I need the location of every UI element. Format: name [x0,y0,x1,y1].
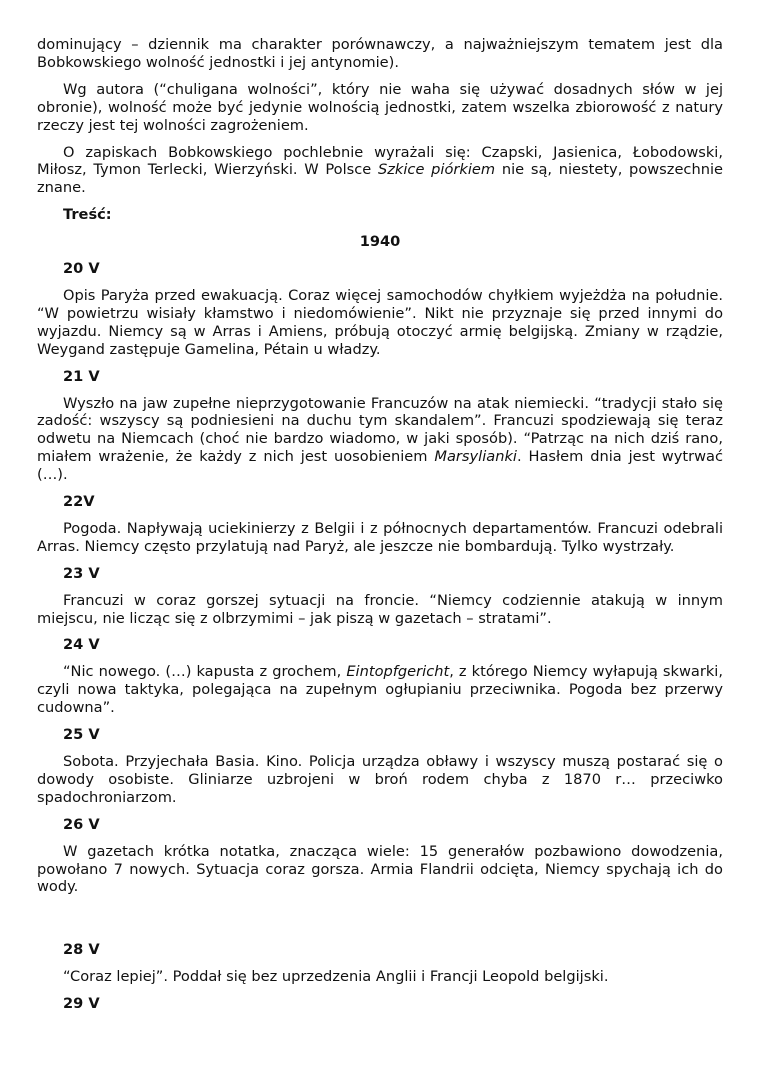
entry-text-20: Opis Paryża przed ewakuacją. Coraz więcej samochodów chyłkiem wyjeżdża na południe. “W powietrzu wisiały kłamstwo i niedomówienie”. Nikt nie przyznaje się przed innymi do wyjazdu. Niemcy są w Arras i Amiens, próbują otoczyć armię belgijską. Zmiany w rządzie, Weygand zastępuje Gamelina, Pétain u władzy. [37,286,723,358]
contents-heading: Treść: [63,206,112,224]
entry-text-28: “Coraz lepiej”. Poddał się bez uprzedzenia Anglii i Francji Leopold belgijski. [63,968,609,986]
entry-text-24-em: Eintopfgericht [346,663,450,681]
entry-text-25: Sobota. Przyjechała Basia. Kino. Policja urządza obławy i wszyscy muszą postarać się o dowody osobiste. Gliniarze uzbrojeni w broń rodem chyba z 1870 r… przeciwko spadochroniarzom. [37,753,723,806]
entry-date-22: 22V [63,493,95,511]
book-title: Szkice piórkiem [378,161,496,179]
entry-date-25: 25 V [63,726,100,744]
entry-text-21-a: Wyszło na jaw zupełne nieprzygotowanie Francuzów na atak niemiecki. “tradycji stało się zadość: wszyscy są podniesieni na duchu tym skandalem”. Francuzi spodziewają się teraz odwetu na Niemcach (choć nie bardzo wiadomo, w jaki sposób). “Patrząc na nich dziś rano, miałem wrażenie, że każdy z nich jest uosobieniem [37,394,723,466]
entry-date-23: 23 V [63,564,100,582]
entry-text-24 [37,663,723,717]
paragraph-reception [37,144,723,198]
entry-date-24: 24 V [63,636,100,654]
paragraph-intro-continued: dominujący – dziennik ma charakter porównawczy, a najważniejszym tematem jest dla Bobkowskiego wolność jednostki i jej antynomie). [37,36,723,71]
entry-date-21: 21 V [63,367,100,385]
entry-text-26: W gazetach krótka notatka, znacząca wiele: 15 generałów pozbawiono dowodzenia, powołano 7 nowych. Sytuacja coraz gorsza. Armia Flandrii odcięta, Niemcy spychają ich do wody. [37,842,723,896]
entry-text-22: Pogoda. Napływają uciekinierzy z Belgii i z północnych departamentów. Francuzi odebrali Arras. Niemcy często przylatują nad Paryż, ale jeszcze nie bombardują. Tylko wystrzały. [37,519,723,555]
entry-text-24-b: , z którego Niemcy wyłapują skwarki, czyli nowa taktyka, polegająca na zupełnym ogłupianiu przeciwnika. Pogoda bez przerwy cudowna”. [37,663,723,717]
paragraph-reception-tail: nie są, niestety, powszechnie znane. [37,161,723,197]
paragraph-reception-text: O zapiskach Bobkowskiego pochlebnie wyrażali się: Czapski, Jasienica, Łobodowski, Miłosz, Tymon Terlecki, Wierzyński. W Polsce [37,143,723,179]
entry-text-21-b: . Hasłem dnia jest wytrwać (…). [37,448,724,484]
entry-text-21 [37,395,723,485]
entry-text-24-a: “Nic nowego. (…) kapusta z grochem, [63,663,347,681]
paragraph-author-freedom: Wg autora (“chuligana wolności”, który nie waha się używać dosadnych słów w jej obronie), wolność może być jedynie wolnością jednostki, zatem wszelka zbiorowość z natury rzeczy jest tej wolności zagrożeniem. [37,80,723,134]
entry-date-29: 29 V [63,995,100,1013]
entry-text-23: Francuzi w coraz gorszej sytuacji na froncie. “Niemcy codziennie atakują w innym miejscu, nie licząc się z olbrzymimi – jak piszą w gazetach – stratami”. [37,591,723,627]
entry-date-28: 28 V [63,941,100,959]
year-heading: 1940 [359,233,401,251]
entry-date-20: 20 V [63,260,100,278]
document-page [37,36,723,1022]
blank-space [37,905,723,941]
entry-text-21-em: Marsylianki [434,448,517,466]
entry-date-26: 26 V [63,815,100,833]
